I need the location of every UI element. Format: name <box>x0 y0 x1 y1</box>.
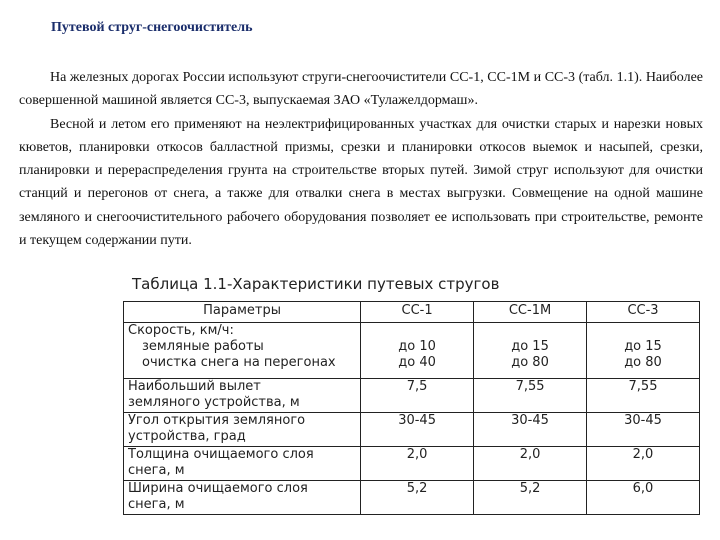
section-heading: Путевой струг-снегоочиститель <box>51 20 253 35</box>
param-angle-line2: устройства, град <box>128 429 246 444</box>
table-caption: Таблица 1.1-Характеристики путевых стругов <box>132 275 500 293</box>
table-row-speed <box>124 323 700 379</box>
param-width <box>124 481 361 515</box>
param-speed-label: Скорость, км/ч: <box>128 323 234 338</box>
param-speed-earthworks: земляные работы <box>142 339 264 354</box>
table-header-row <box>124 302 700 323</box>
speed-ss1m-earth: до 15 <box>511 339 549 354</box>
header-ss3: СС-3 <box>587 302 700 323</box>
header-ss1: СС-1 <box>361 302 474 323</box>
width-ss3: 6,0 <box>587 481 700 515</box>
characteristics-table <box>123 301 700 515</box>
speed-ss3 <box>587 323 700 379</box>
table-row-reach <box>124 379 700 413</box>
speed-ss1m-snow: до 80 <box>511 355 549 370</box>
param-reach-line2: земляного устройства, м <box>128 395 300 410</box>
param-speed-snow: очистка снега на перегонах <box>142 355 336 370</box>
width-ss1: 5,2 <box>361 481 474 515</box>
param-speed <box>124 323 361 379</box>
table-row-angle <box>124 413 700 447</box>
angle-ss1m: 30-45 <box>474 413 587 447</box>
header-ss1m: СС-1М <box>474 302 587 323</box>
header-params: Параметры <box>124 302 361 323</box>
angle-ss1: 30-45 <box>361 413 474 447</box>
speed-ss1 <box>361 323 474 379</box>
table-row-width <box>124 481 700 515</box>
param-width-line2: снега, м <box>128 497 185 512</box>
param-thickness-line2: снега, м <box>128 463 185 478</box>
param-reach <box>124 379 361 413</box>
reach-ss1: 7,5 <box>361 379 474 413</box>
table-row-thickness <box>124 447 700 481</box>
speed-ss3-earth: до 15 <box>624 339 662 354</box>
angle-ss3: 30-45 <box>587 413 700 447</box>
param-width-line1: Ширина очищаемого слоя <box>128 481 308 496</box>
width-ss1m: 5,2 <box>474 481 587 515</box>
reach-ss3: 7,55 <box>587 379 700 413</box>
paragraph-intro: На железных дорогах России используют струги-снегоочистители СС-1, СС-1М и СС-3 (табл. 1.1). Наиболее совершенной машиной является СС-3, выпускаемая ЗАО «Тулажелдормаш». <box>19 70 703 109</box>
param-thickness-line1: Толщина очищаемого слоя <box>128 447 314 462</box>
speed-ss3-snow: до 80 <box>624 355 662 370</box>
speed-ss1-earth: до 10 <box>398 339 436 354</box>
speed-ss1m <box>474 323 587 379</box>
body-text <box>19 66 703 252</box>
param-angle <box>124 413 361 447</box>
thickness-ss1: 2,0 <box>361 447 474 481</box>
param-angle-line1: Угол открытия земляного <box>128 413 306 428</box>
reach-ss1m: 7,55 <box>474 379 587 413</box>
speed-ss1-snow: до 40 <box>398 355 436 370</box>
param-reach-line1: Наибольший вылет <box>128 379 261 394</box>
paragraph-usage: Весной и летом его применяют на неэлектрифицированных участках для очистки старых и нарезки новых кюветов, планировки откосов балластной призмы, срезки и планировки откосов выемок и насыпей, срезки, планировки и перераспределения грунта на строительстве вторых путей. Зимой струг используют для очистки станций и перегонов от снега, а также для отвалки снега в местах выгрузки. Совмещение на одной машине земляного и снегоочистительного рабочего оборудования позволяет ее использовать при строительстве, ремонте и текущем содержании пути. <box>19 116 703 249</box>
thickness-ss3: 2,0 <box>587 447 700 481</box>
param-thickness <box>124 447 361 481</box>
thickness-ss1m: 2,0 <box>474 447 587 481</box>
